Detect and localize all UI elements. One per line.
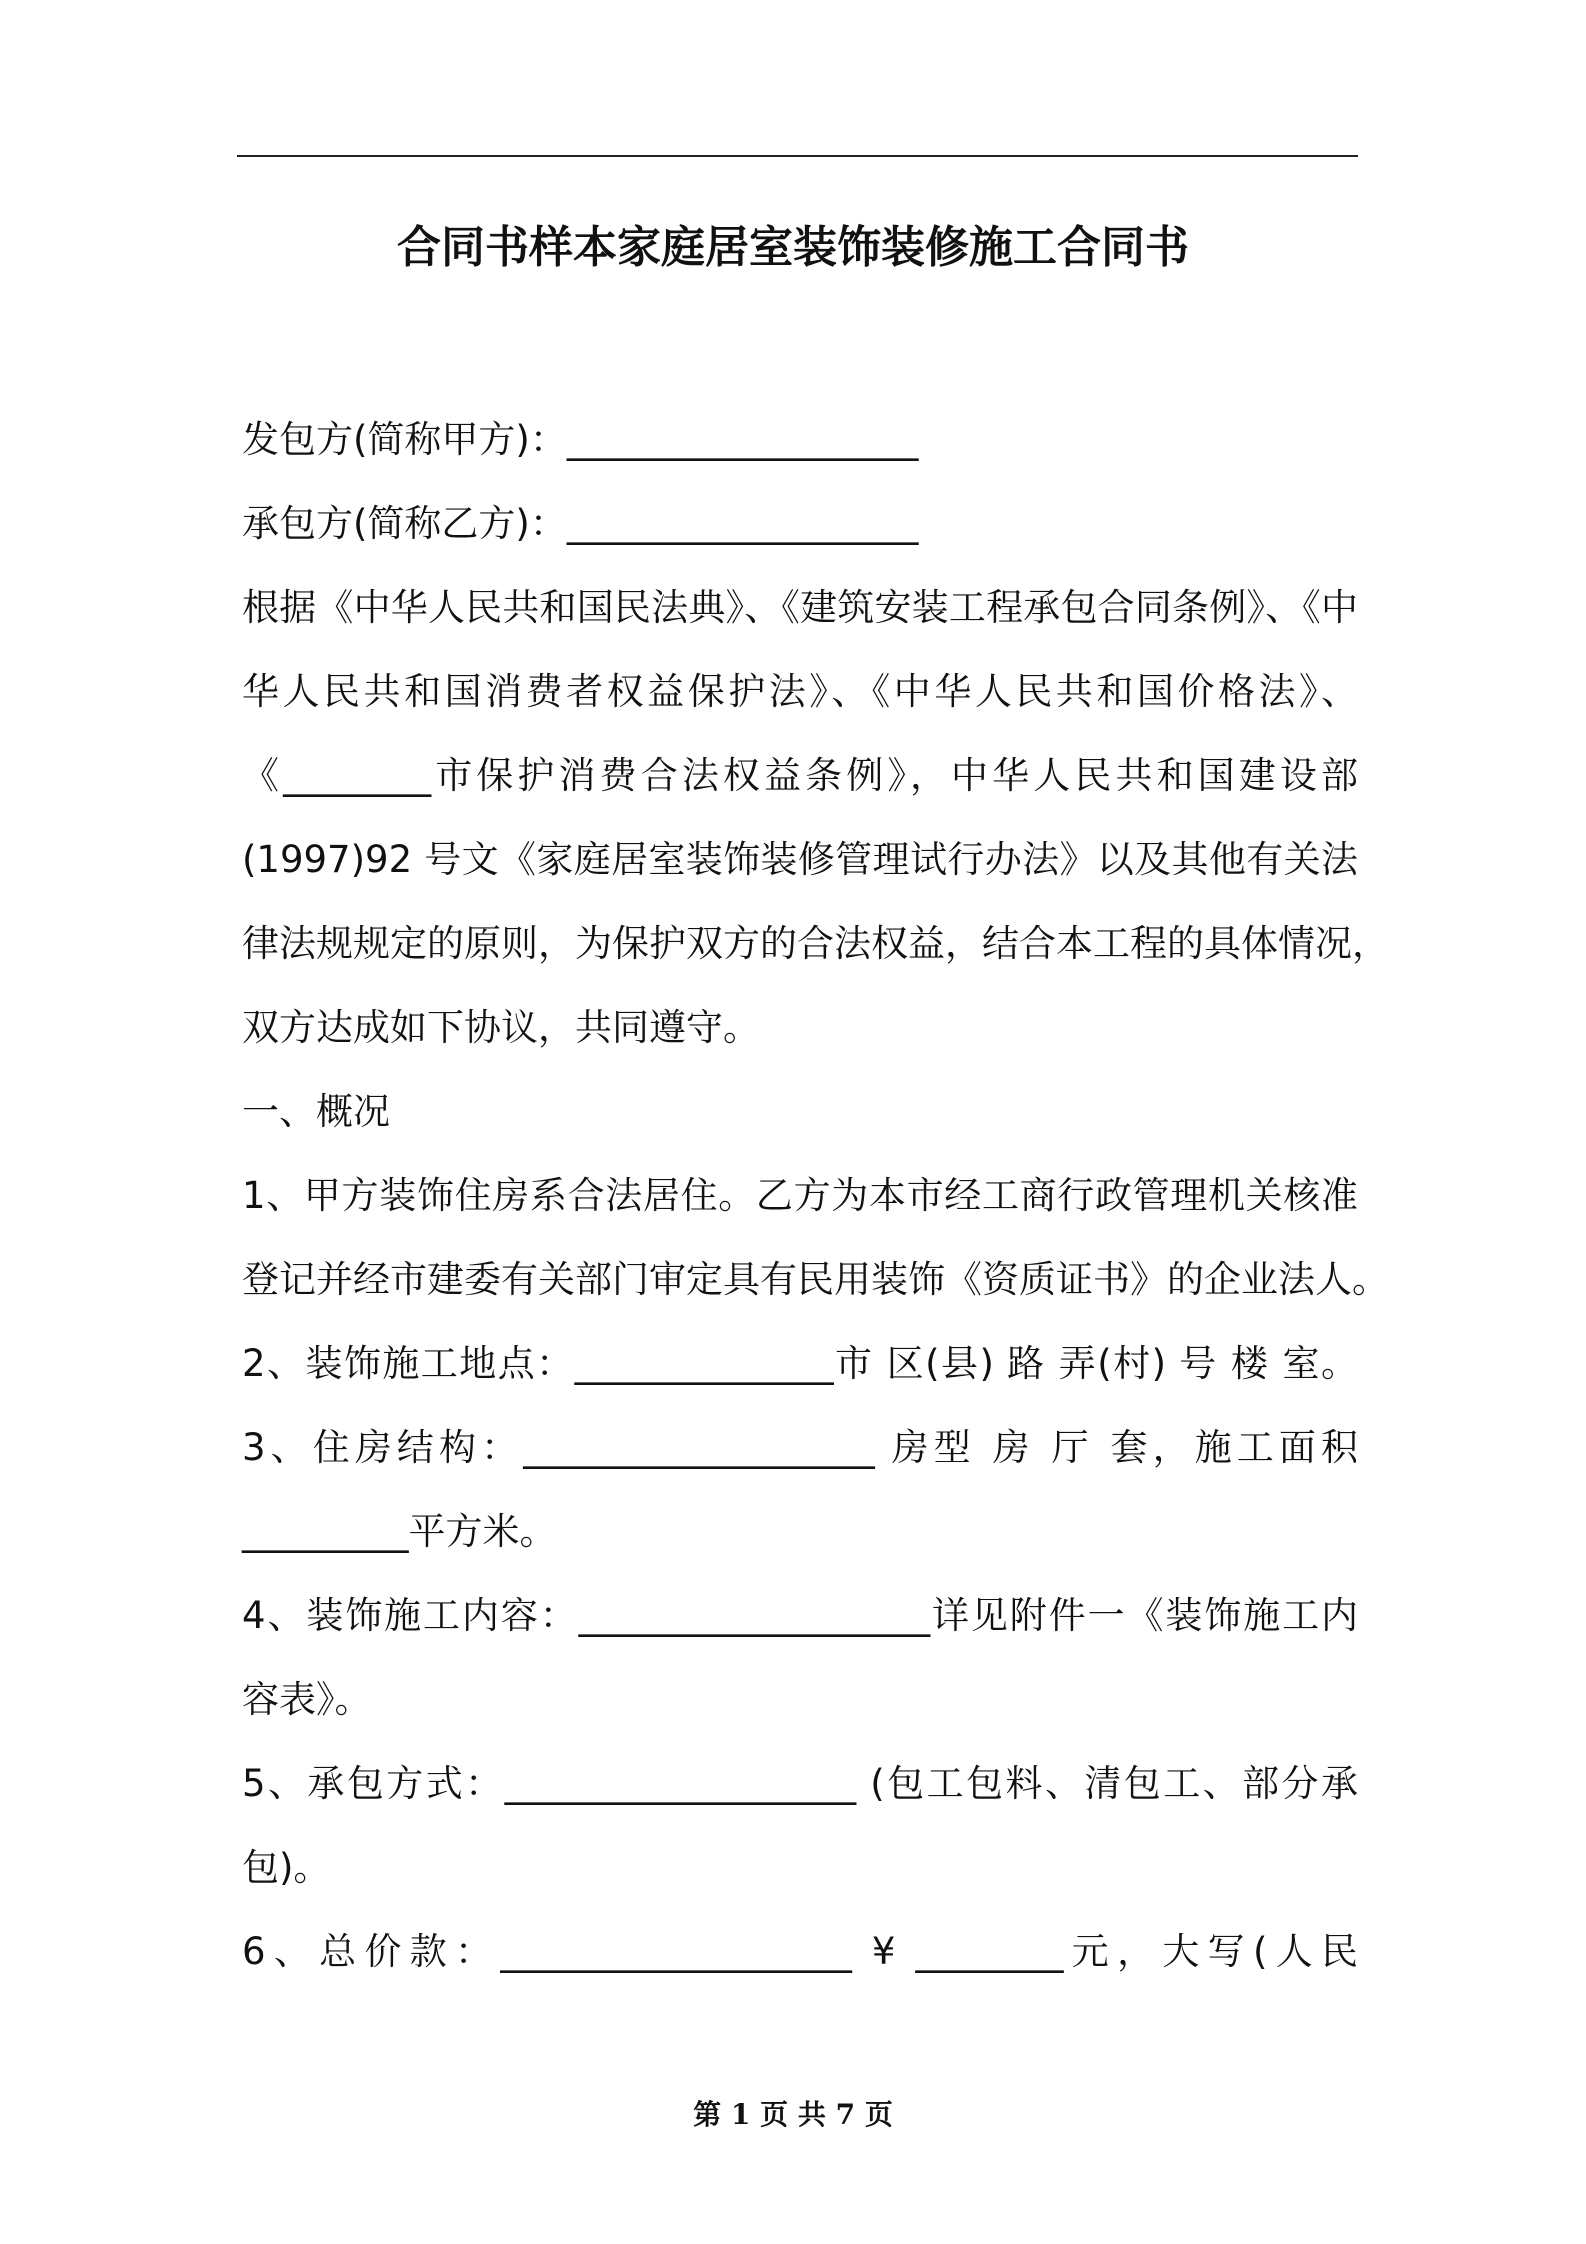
clause-line: 容表》。 [242, 1678, 372, 1721]
page-footer: 第 1 页 共 7 页 [693, 2098, 893, 2131]
clause-line: 包)。 [242, 1846, 331, 1889]
document-title: 合同书样本家庭居室装饰装修施工合同书 [397, 222, 1189, 273]
document-body [242, 398, 1389, 1994]
clause-line: 2、装饰施工地点：______________市 区(县) 路 弄(村) 号 楼 室。 [242, 1342, 1358, 1385]
clause-line: 6、总价款：___________________ ¥ ________元，大写(人民 [242, 1930, 1358, 1973]
paragraph-line: 根据《中华人民共和国民法典》、《建筑安装工程承包合同条例》、《中 [242, 586, 1358, 629]
clause-line: 登记并经市建委有关部门审定具有民用装饰《资质证书》的企业法人。 [242, 1258, 1389, 1301]
clause-line: 3、住房结构：___________________ 房型 房 厅 套，施工面积 [242, 1426, 1358, 1469]
paragraph-line: 《________市保护消费合法权益条例》，中华人民共和国建设部 [242, 754, 1358, 797]
party-a-line: 发包方(简称甲方)：___________________ [242, 418, 919, 461]
clause-line: 4、装饰施工内容：___________________详见附件一《装饰施工内 [242, 1594, 1358, 1637]
party-b-line: 承包方(简称乙方)：___________________ [242, 502, 919, 545]
paragraph-line: 律法规规定的原则，为保护双方的合法权益，结合本工程的具体情况， [242, 922, 1389, 965]
clause-line: 1、甲方装饰住房系合法居住。乙方为本市经工商行政管理机关核准 [242, 1174, 1358, 1217]
section-heading: 一、概况 [242, 1090, 390, 1133]
paragraph-line: 华人民共和国消费者权益保护法》、《中华人民共和国价格法》、 [242, 670, 1358, 713]
clause-line: 5、承包方式：___________________ (包工包料、清包工、部分承 [242, 1762, 1358, 1805]
header-rule [237, 155, 1358, 157]
paragraph-line: (1997)92 号文《家庭居室装饰装修管理试行办法》以及其他有关法 [242, 838, 1358, 881]
clause-line: _________平方米。 [242, 1510, 557, 1553]
paragraph-line: 双方达成如下协议，共同遵守。 [242, 1006, 760, 1049]
